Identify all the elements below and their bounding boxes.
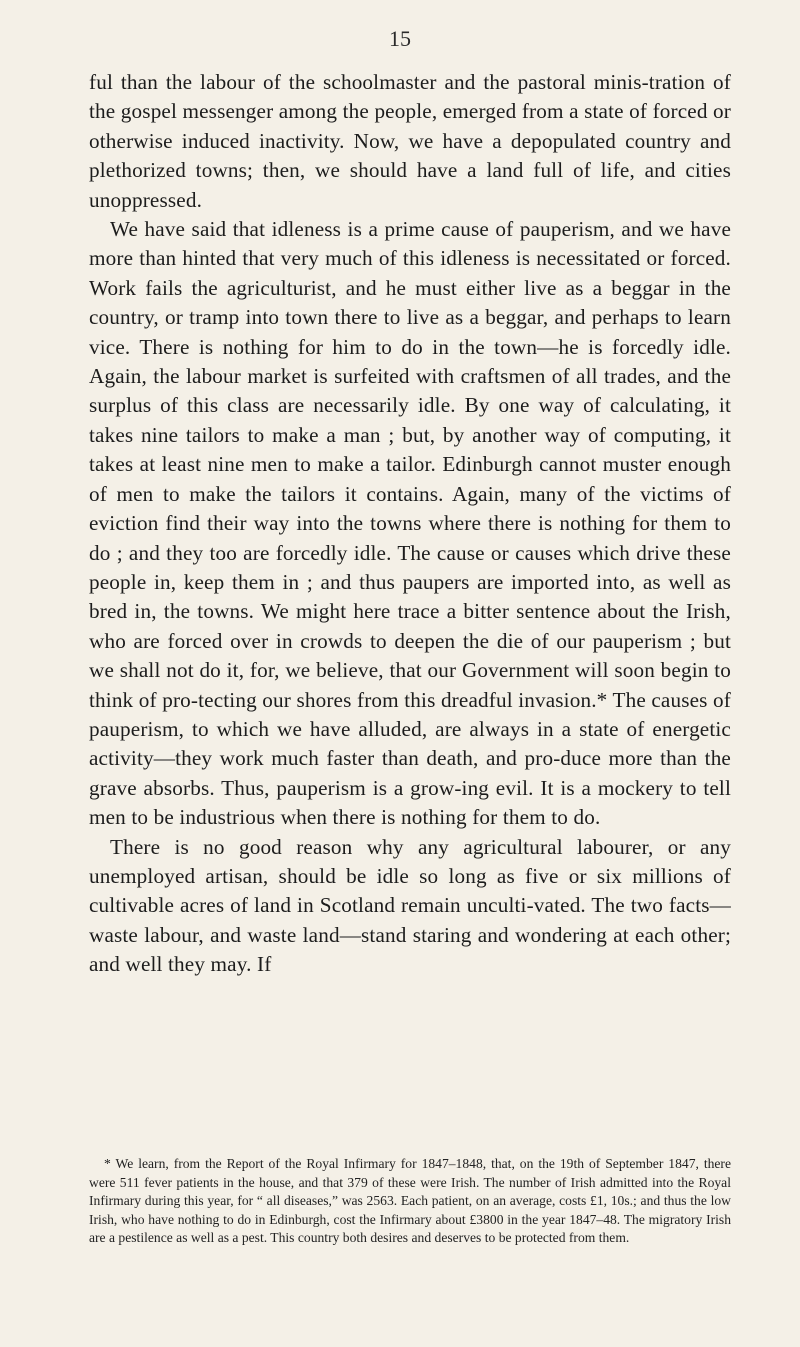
main-text	[89, 68, 731, 980]
footnote: * We learn, from the Report of the Royal Infirmary for 1847–1848, that, on the 19th of September 1847, there were 511 fever patients in the house, and that 379 of these were Irish. The number of Irish admitted into the Royal Infirmary during this year, for “ all diseases,” was 2563. Each patient, on an average, costs £1, 10s.; and thus the low Irish, who have nothing to do in Edinburgh, cost the Infirmary about £3800 in the year 1847–48. The migratory Irish are a pestilence as well as a pest. This country both desires and deserves to be protected from them.	[89, 1156, 731, 1246]
page-number: 15	[389, 26, 411, 51]
paragraph-idleness: We have said that idleness is a prime cause of pauperism, and we have more than hinted that very much of this idleness is necessitated or forced. Work fails the agriculturist, and he must either live as a beggar in the country, or tramp into town there to live as a beggar, and perhaps to learn vice. There is nothing for him to do in the town—he is forcedly idle. Again, the labour market is surfeited with craftsmen of all trades, and the surplus of this class are necessarily idle. By one way of calculating, it takes nine tailors to make a man ; but, by another way of computing, it takes at least nine men to make a tailor. Edinburgh cannot muster enough of men to make the tailors it contains. Again, many of the victims of eviction find their way into the towns where there is nothing for them to do ; and they too are forcedly idle. The cause or causes which drive these people in, keep them in ; and thus paupers are imported into, as well as bred in, the towns. We might here trace a bitter sentence about the Irish, who are forced over in crowds to deepen the die of our pauperism ; but we shall not do it, for, we believe, that our Government will soon begin to think of pro-tecting our shores from this dreadful invasion.* The causes of pauperism, to which we have alluded, are always in a state of energetic activity—they work much faster than death, and pro-duce more than the grave absorbs. Thus, pauperism is a grow-ing evil. It is a mockery to tell men to be industrious when there is nothing for them to do.	[89, 217, 731, 830]
paragraph-waste-land: There is no good reason why any agricultural labourer, or any unemployed artisan, should be idle so long as five or six millions of cultivable acres of land in Scotland remain unculti-vated. The two facts—waste labour, and waste land—stand staring and wondering at each other; and well they may. If	[89, 834, 731, 977]
paragraph-continuation: ful than the labour of the schoolmaster and the pastoral minis-tration of the gospel messenger among the people, emerged from a state of forced or otherwise induced inactivity. Now, we have a depopulated country and plethorized towns; then, we should have a land full of life, and cities unoppressed.	[89, 70, 731, 212]
